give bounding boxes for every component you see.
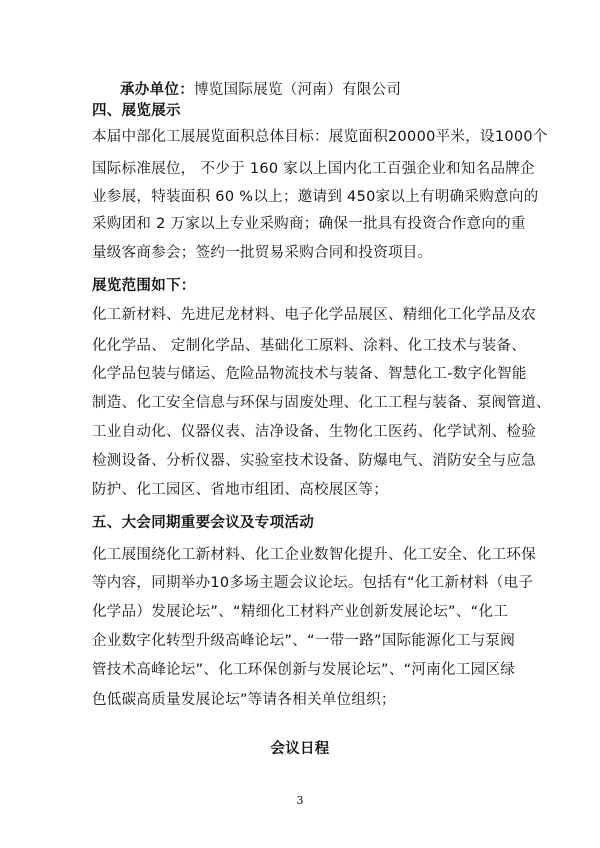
schedule-heading: 会议日程 (270, 741, 330, 757)
paragraph-line: 量级客商参会；签约一批贸易采购合同和投资项目。 (92, 245, 433, 261)
paragraph-line: 管技术高峰论坛”、化工环保创新与发展论坛”、“河南化工园区绿 (92, 662, 516, 678)
paragraph-line: 企业数字化转型升级高峰论坛”、“一带一路”国际能源化工与泵阀 (92, 633, 516, 649)
organizer-value: 博览国际展览（河南）有限公司 (194, 82, 402, 98)
organizer-line (120, 80, 401, 100)
paragraph-line: 化工展围绕化工新材料、化工企业数智化提升、化工安全、化工环保 (92, 547, 536, 563)
paragraph-line: 检测设备、分析仪器、实验室技术设备、防爆电气、消防安全与应急 (92, 453, 536, 469)
paragraph-line: 采购团和 2 万家以上专业采购商；确保一批具有投资合作意向的重 (92, 216, 526, 232)
paragraph-line: 化化学品、 定制化学品、基础化工原料、涂料、化工技术与装备、 (92, 338, 527, 354)
paragraph-line: 业参展，特装面积 60 %以上；邀请到 450家以上有明确采购意向的 (92, 189, 539, 205)
paragraph-line: 本届中部化工展展览面积总体目标：展览面积20000平米，设1000个 (92, 129, 548, 145)
paragraph-line: 化工新材料、先进尼龙材料、电子化学品展区、精细化工化学品及农 (92, 307, 536, 323)
paragraph-line: 防护、化工园区、省地市组团、高校展区等； (92, 482, 388, 498)
section-heading-conferences: 五、大会同期重要会议及专项活动 (92, 515, 314, 531)
paragraph-line: 等内容，同期举办10多场主题会议论坛。包括有“化工新材料（电子 (92, 575, 534, 591)
paragraph-line: 色低碳高质量发展论坛”等请各相关单位组织； (92, 692, 396, 708)
paragraph-line: 制造、化工安全信息与环保与固废处理、化工工程与装备、泵阀管道、 (92, 395, 551, 411)
organizer-label: 承办单位： (120, 82, 194, 98)
page-number: 3 (296, 794, 304, 807)
section-heading-exhibition: 四、展览展示 (92, 103, 181, 119)
paragraph-line: 化学品）发展论坛”、“精细化工材料产业创新发展论坛”、“化工 (92, 604, 509, 620)
paragraph-line: 化学品包装与储运、危险品物流技术与装备、智慧化工-数字化智能 (92, 366, 527, 382)
paragraph-line: 国际标准展位， 不少于 160 家以上国内化工百强企业和知名品牌企 (92, 161, 535, 177)
paragraph-line: 工业自动化、仪器仪表、洁净设备、生物化工医药、化学试剂、检验 (92, 424, 536, 440)
scope-heading: 展览范围如下： (92, 278, 196, 294)
